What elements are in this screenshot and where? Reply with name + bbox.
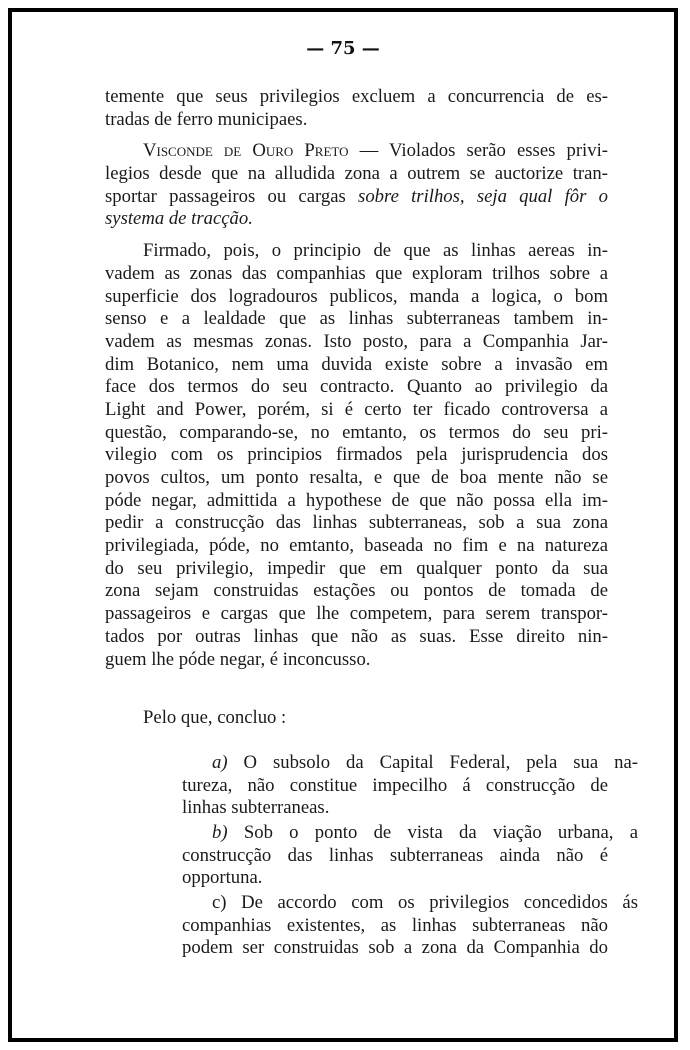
text-line: companhias existentes, as linhas subterraneas não xyxy=(182,914,608,936)
italic-fragment: sobre trilhos, seja qual fôr o xyxy=(358,185,608,207)
text-line: vilegio com os principios firmados pela jurisprudencia dos xyxy=(105,444,608,466)
text-line xyxy=(105,186,608,209)
text-fragment: — Violados serão esses privi- xyxy=(348,140,608,162)
text-line: vadem as mesmas zonas. Isto posto, para a Companhia Jar- xyxy=(105,330,608,352)
text-line: tados por outras linhas que não as suas. Esse direito nin- xyxy=(105,625,608,647)
text-fragment: sportar passageiros ou cargas xyxy=(105,185,359,207)
text-line: construcção das linhas subterraneas ainda não é xyxy=(182,844,608,866)
text-line: guem lhe póde negar, é inconcusso. xyxy=(105,648,371,670)
item-label: a) xyxy=(212,751,228,773)
text-line: temente que seus privilegios excluem a concurrencia de es- xyxy=(105,86,608,107)
text-line: Firmado, pois, o principio de que as linhas aereas in- xyxy=(143,240,608,262)
text-line xyxy=(182,892,638,915)
list-item-a xyxy=(182,751,638,820)
text-line: do seu privilegio, impedir que em qualquer ponto da sua xyxy=(105,557,608,579)
text-line: pedir a construcção das linhas subterraneas, sob a sua zona xyxy=(105,512,608,534)
body-text xyxy=(105,86,638,960)
list-item-b xyxy=(182,821,638,890)
page-number: — 75 — xyxy=(306,38,380,59)
text-line: questão, comparando-se, no emtanto, os termos do seu pri- xyxy=(105,421,608,443)
text-line: tradas de ferro municipaes. xyxy=(105,108,308,130)
text-line: legios desde que na alludida zona a outrem se auctorize tran- xyxy=(105,163,608,185)
conclusion-intro: Pelo que, concluo : xyxy=(143,707,287,729)
text-line: face dos termos do seu contracto. Quanto ao privilegio da xyxy=(105,376,608,398)
text-line: zona sejam construidas estações ou pontos de tomada de xyxy=(105,580,608,602)
text-line: superficie dos logradouros publicos, manda a logica, o bom xyxy=(105,285,608,307)
paragraph-2 xyxy=(105,140,608,231)
text-fragment: De accordo com os privilegios concedidos ás xyxy=(226,892,638,913)
text-line: podem ser construidas sob a zona da Companhia do xyxy=(182,937,608,959)
text-line: systema de tracção. xyxy=(105,208,253,230)
text-line: vadem as zonas das companhias que exploram trilhos sobre a xyxy=(105,262,608,284)
text-fragment: Sob o ponto de vista da viação urbana, a xyxy=(227,821,638,843)
item-label: c) xyxy=(212,892,227,913)
conclusion-list xyxy=(182,751,638,960)
text-line xyxy=(182,752,638,775)
text-line: passageiros e cargas que lhe competem, para serem transpor- xyxy=(105,603,608,625)
text-line: tureza, não constitue impecilho á construcção de xyxy=(182,774,608,796)
text-line: Light and Power, porém, si é certo ter ficado controversa a xyxy=(105,398,608,420)
page-frame xyxy=(8,8,678,1042)
text-line: opportuna. xyxy=(182,867,263,889)
item-label: b) xyxy=(212,821,228,843)
text-fragment: O subsolo da Capital Federal, pela sua na- xyxy=(227,751,638,773)
text-line: linhas subterraneas. xyxy=(182,797,330,819)
text-line: póde negar, admittida a hypothese de que não possa ella im- xyxy=(105,489,608,511)
speaker-name: Visconde de Ouro Preto xyxy=(143,140,349,162)
paragraph-3 xyxy=(105,240,608,671)
text-line xyxy=(182,822,638,845)
list-item-c xyxy=(182,892,638,960)
text-line: povos cultos, um ponto resalta, e que de boa mente não se xyxy=(105,467,608,488)
text-line: privilegiada, póde, no emtanto, baseada no fim e na natureza xyxy=(105,535,608,557)
text-line: senso e a lealdade que as linhas subterraneas tambem in- xyxy=(105,308,608,330)
paragraph-1 xyxy=(105,86,608,131)
text-line xyxy=(105,140,608,163)
text-line: dim Botanico, nem uma duvida existe sobre a invasão em xyxy=(105,353,608,375)
